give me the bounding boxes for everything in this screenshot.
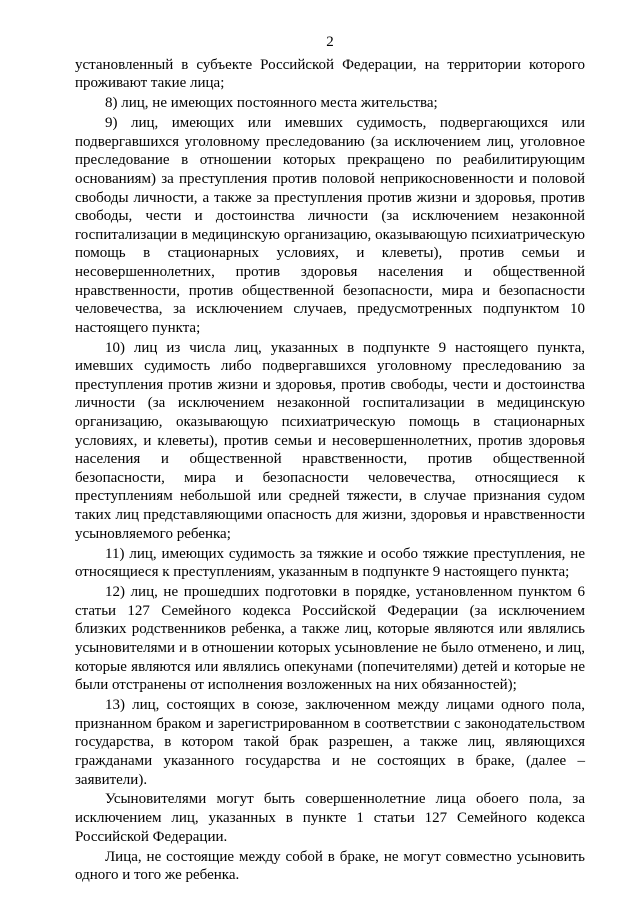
paragraph-adopters: Усыновителями могут быть совершеннолетние лица обоего пола, за исключением лиц, указанных в пункте 1 статьи 127 Семейного кодекса Российской Федерации. bbox=[75, 791, 585, 845]
paragraph-item-12: 12) лиц, не прошедших подготовки в порядке, установленном пунктом 6 статьи 127 Семейного кодекса Российской Федерации (за исключением близких родственников ребенка, а также лиц, которые являются или являлись усыновителями и в отношении которых усыновление не было отменено, и лиц, которые являются или являлись опекунами (попечителями) детей и которые не были отстранены от исполнения возложенных на них обязанностей); bbox=[75, 584, 585, 694]
page-number: 2 bbox=[326, 34, 334, 50]
paragraph-item-13: 13) лиц, состоящих в союзе, заключенном между лицами одного пола, признанном браком и зарегистрированном в соответствии с законодательством государства, в котором такой брак разрешен, а также лиц, являющихся гражданами указанного государства и не состоящих в браке, (далее – заявители). bbox=[75, 697, 585, 788]
paragraph-item-8: 8) лиц, не имеющих постоянного места жительства; bbox=[105, 95, 438, 112]
paragraph-item-10: 10) лиц из числа лиц, указанных в подпункте 9 настоящего пункта, имевших судимость либо подвергавшихся уголовному преследованию за преступления против жизни и здоровья, против свободы, чести и достоинства личности (за исключением незаконной госпитализации в медицинскую организацию, оказывающую психиатрическую помощь в стационарных условиях, и клеветы), против семьи и несовершеннолетних, против здоровья населения и общественной нравственности, против общественной безопасности, мира и безопасности человечества, относящиеся к преступлениям небольшой или средней тяжести, в случае признания судом таких лиц представляющими опасность для жизни, здоровья и нравственности усыновляемого ребенка; bbox=[75, 339, 585, 542]
paragraph-item-11: 11) лиц, имеющих судимость за тяжкие и особо тяжкие преступления, не относящиеся к преступлениям, указанным в подпункте 9 настоящего пункта; bbox=[75, 545, 585, 581]
paragraph-item-9: 9) лиц, имеющих или имевших судимость, подвергающихся или подвергавшихся уголовному преследованию (за исключением лиц, уголовное преследование в отношении которых прекращено по реабилитирующим основаниям) за преступления против половой неприкосновенности и половой свободы личности, а также за преступления против жизни и здоровья, против свободы, чести и достоинства личности (за исключением незаконной госпитализации в медицинскую организацию, оказывающую психиатрическую помощь в стационарных условиях, и клеветы), против семьи и несовершеннолетних, против здоровья населения и общественной нравственности, против общественной безопасности, мира и безопасности человечества, за исключением случаев, предусмотренных подпунктом 10 настоящего пункта; bbox=[75, 115, 585, 336]
paragraph-unmarried: Лица, не состоящие между собой в браке, не могут совместно усыновить одного и того же ребенка. bbox=[75, 848, 585, 884]
paragraph-continuation: установленный в субъекте Российской Федерации, на территории которого проживают такие лица; bbox=[75, 56, 585, 92]
